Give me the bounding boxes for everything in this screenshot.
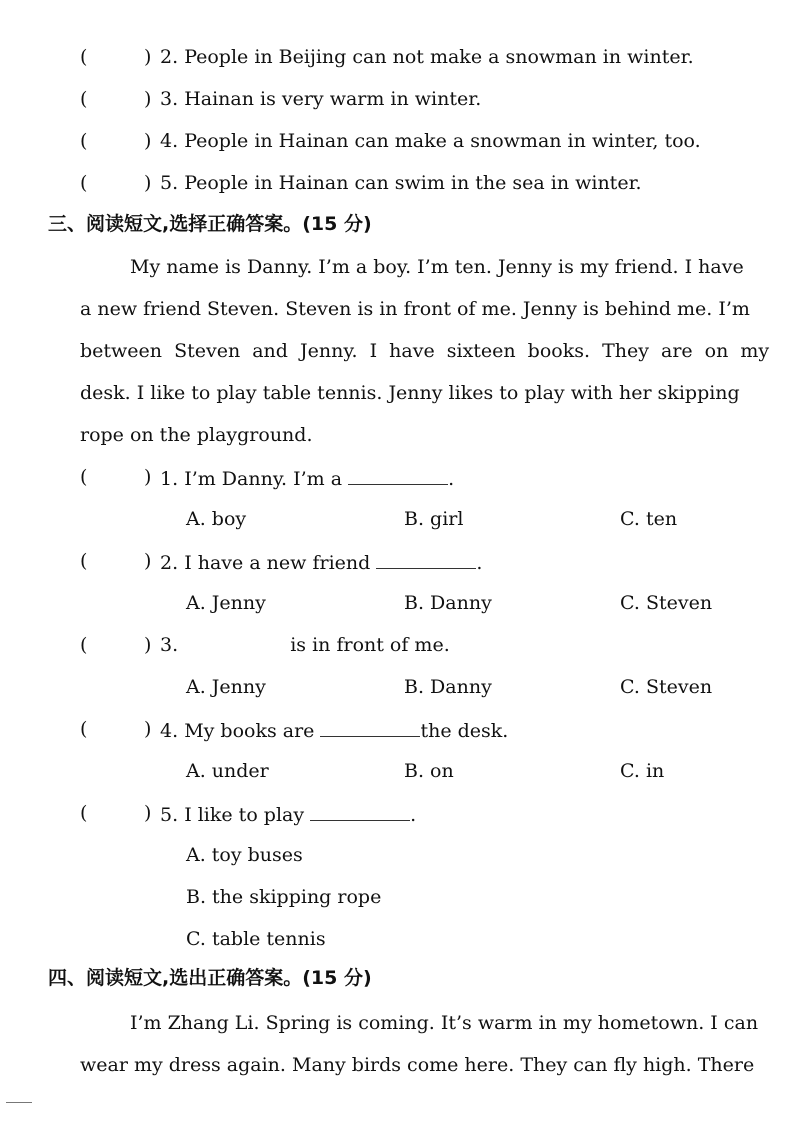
answer-blank[interactable] [376,550,476,569]
tf-item-text: 5. People in Hainan can swim in the sea in winter. [160,172,642,194]
answer-paren-close: ) [144,130,152,152]
question-text: 2. I have a new friend . [160,552,483,574]
option-c[interactable]: C. table tennis [186,928,326,950]
tf-item-text: 3. Hainan is very warm in winter. [160,88,482,110]
option-a[interactable]: A. Jenny [186,592,266,614]
answer-blank[interactable] [310,802,410,821]
answer-paren-open[interactable]: ( [80,172,88,194]
answer-paren-open[interactable]: ( [80,718,88,740]
section-3-heading: 三、阅读短文,选择正确答案。(15 分) [48,213,372,235]
answer-paren-close: ) [144,550,152,572]
option-b[interactable]: B. Danny [404,676,492,698]
option-a[interactable]: A. under [186,760,269,782]
answer-paren-open[interactable]: ( [80,466,88,488]
option-b[interactable]: B. on [404,760,454,782]
answer-paren-open[interactable]: ( [80,550,88,572]
option-c[interactable]: C. in [620,760,665,782]
answer-blank[interactable] [348,466,448,485]
option-c[interactable]: C. Steven [620,592,713,614]
passage-3-line-2: a new friend Steven. Steven is in front of me. Jenny is behind me. I’m [80,298,750,320]
option-a[interactable]: A. toy buses [186,844,303,866]
option-c[interactable]: C. Steven [620,676,713,698]
passage-3-line-3: between Steven and Jenny. I have sixteen books. They are on my [80,340,770,362]
option-b[interactable]: B. girl [404,508,464,530]
answer-paren-close: ) [144,718,152,740]
answer-paren-close: ) [144,466,152,488]
answer-paren-open[interactable]: ( [80,802,88,824]
answer-paren-close: ) [144,46,152,68]
answer-paren-close: ) [144,802,152,824]
option-c[interactable]: C. ten [620,508,678,530]
page-edge-rule [6,1102,32,1103]
option-a[interactable]: A. boy [186,508,247,530]
question-text: 1. I’m Danny. I’m a . [160,468,455,490]
option-b[interactable]: B. the skipping rope [186,886,382,908]
question-text: 3. is in front of me. [160,634,450,656]
answer-paren-close: ) [144,172,152,194]
passage-4-line-2: wear my dress again. Many birds come here. They can fly high. There [80,1054,755,1076]
answer-paren-open[interactable]: ( [80,46,88,68]
answer-blank[interactable] [320,718,420,737]
answer-paren-open[interactable]: ( [80,130,88,152]
answer-paren-open[interactable]: ( [80,634,88,656]
option-b[interactable]: B. Danny [404,592,492,614]
answer-paren-close: ) [144,88,152,110]
tf-item-text: 2. People in Beijing can not make a snowman in winter. [160,46,694,68]
question-text: 5. I like to play . [160,804,417,826]
passage-3-line-1: My name is Danny. I’m a boy. I’m ten. Jenny is my friend. I have [130,256,744,278]
tf-item-text: 4. People in Hainan can make a snowman in winter, too. [160,130,701,152]
passage-3-line-4: desk. I like to play table tennis. Jenny likes to play with her skipping [80,382,740,404]
passage-3-line-5: rope on the playground. [80,424,313,446]
question-text: 4. My books are the desk. [160,720,509,742]
answer-paren-close: ) [144,634,152,656]
answer-paren-open[interactable]: ( [80,88,88,110]
section-4-heading: 四、阅读短文,选出正确答案。(15 分) [48,967,372,989]
passage-4-line-1: I’m Zhang Li. Spring is coming. It’s warm in my hometown. I can [130,1012,759,1034]
option-a[interactable]: A. Jenny [186,676,266,698]
